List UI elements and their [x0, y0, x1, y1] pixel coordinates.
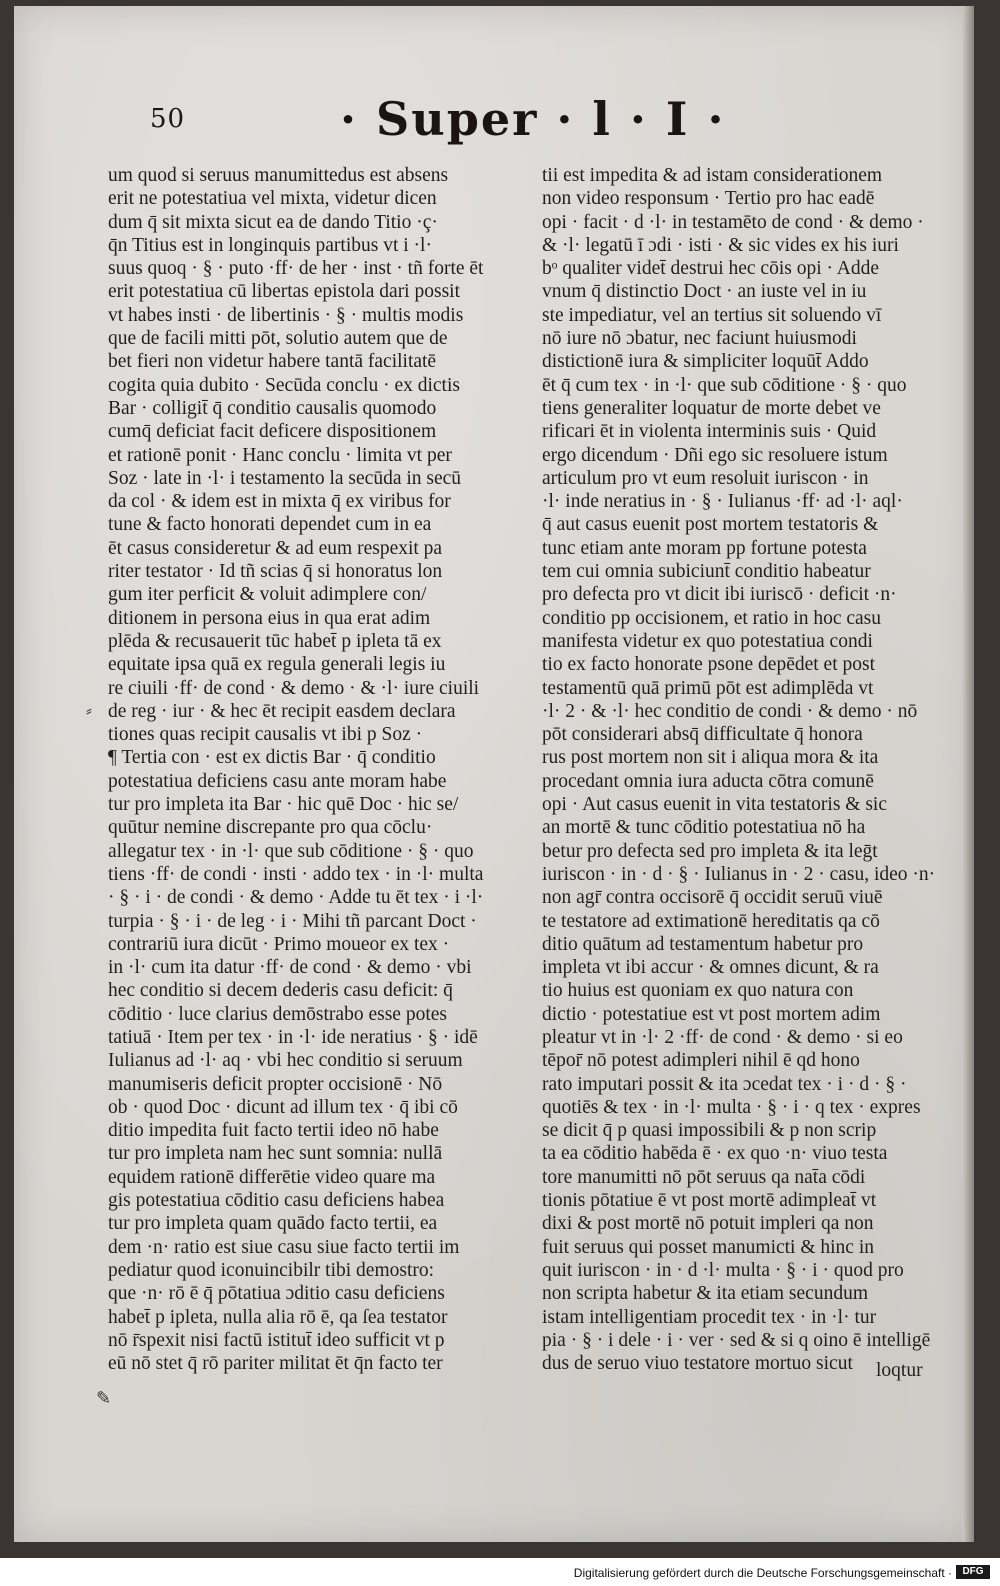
right-column-line: impleta vt ibi accur · & omnes dicunt, & ra: [542, 957, 879, 979]
left-column-line: tune & facto honorati dependet cum in ea: [108, 514, 432, 536]
left-column-line: turpia · § · i · de leg · i · Mihi tñ parcant Doct ·: [108, 910, 477, 932]
right-column-line: ergo dicendum · Dñi ego sic resoluere istum: [542, 444, 888, 466]
folio-number: 50: [150, 104, 186, 134]
left-column-line: ēt casus consideretur & ad eum respexit pa: [108, 537, 443, 559]
left-column-line: dem ·n· ratio est siue casu siue facto tertii im: [108, 1236, 460, 1258]
left-column-line: habet̄ p ipleta, nulla alia rō ē, qa ſea testator: [108, 1306, 448, 1328]
right-column-line: non scripta habetur & ita etiam secundum: [542, 1283, 868, 1305]
right-column-line: istam intelligentiam procedit tex · in ·l· tur: [542, 1306, 877, 1328]
left-column-line: da col · & idem est in mixta q̄ ex viribus for: [108, 491, 451, 513]
left-column-line: tur pro impleta nam hec sunt somnia: nullā: [108, 1143, 443, 1165]
right-column-line: pia · § · i dele · i · ver · sed & si q oino ē intelligē: [542, 1329, 931, 1351]
page-edge: [962, 6, 974, 1542]
right-column-line: conditio pp occisionem, et ratio in hoc casu: [542, 607, 881, 629]
left-column-line: gum iter perficit & voluit adimplere con/: [108, 584, 427, 606]
margin-mark: ⸗: [86, 700, 92, 721]
right-column-line: tii est impedita & ad istam considerationem: [542, 165, 883, 186]
left-column-line: ¶ Tertia con · est ex dictis Bar · q̄ conditio: [108, 747, 436, 769]
left-column-line: riter testator · Id tñ scias q̄ si honoratus lon: [108, 561, 443, 583]
left-column-line: eū nō stet q̄ rō pariter militat ēt q̄n facto ter: [108, 1353, 443, 1375]
right-column-line: betur pro defecta sed pro impleta & ita leḡt: [542, 840, 878, 862]
right-column-line: tio huius est quoniam ex quo natura con: [542, 980, 854, 1002]
left-column-line: cōditio · luce clarius demōstrabo esse potes: [108, 1003, 447, 1025]
right-column-line: articulum pro vt eum resoluit iuriscon · in: [542, 467, 869, 489]
running-head: · Super · l · I ·: [340, 92, 726, 146]
left-column-line: in ·l· cum ita datur ·ff· de cond · & demo · vbi: [108, 957, 472, 979]
left-column-line: q̄n Titius est in longinquis partibus vt i ·l·: [108, 234, 432, 256]
right-column-line: te testatore ad extimationē hereditatis qa cō: [542, 910, 880, 932]
right-column-line: nō iure nō ɔbatur, nec faciunt huiusmodi: [542, 328, 857, 350]
left-column-line: que de facili mitti pōt, solutio autem que de: [108, 328, 448, 350]
right-column-line: non agr̄ contra occisorē q̄ occidit seruū viuē: [542, 887, 883, 909]
left-column-line: tur pro impleta quam quādo facto tertii, ea: [108, 1213, 438, 1235]
left-column-line: potestatiua deficiens casu ante moram habe: [108, 770, 447, 792]
left-column-line: · § · i · de condi · & demo · Adde tu ēt tex · i ·l·: [108, 887, 484, 909]
right-column-line: tore manumitti nō pōt seruus qa nat̄a cōdi: [542, 1166, 866, 1188]
right-column-line: tem cui omnia subiciunt̄ conditio habeatur: [542, 561, 871, 583]
funding-credit: Digitalisierung gefördert durch die Deutsche Forschungsgemeinschaft ·: [573, 1566, 952, 1580]
right-column-line: ta ea cōditio habēda ē · ex quo ·n· viuo testa: [542, 1143, 888, 1165]
right-column-line: iuriscon · in · d · § · Iulianus in · 2 · casu, ideo ·n·: [542, 863, 936, 885]
right-column-line: bᵒ qualiter videt̄ destrui hec cōis opi · Adde: [542, 258, 880, 280]
left-column-line: erit ne potestatiua vel mixta, videtur dicen: [108, 188, 437, 210]
right-column-line: dus de seruo viuo testatore mortuo sicut: [542, 1353, 853, 1375]
right-column-line: ·l· 2 · & ·l· hec conditio de condi · & demo · nō: [542, 700, 918, 722]
right-column-line: q̄ aut casus euenit post mortem testatoris &: [542, 514, 879, 536]
right-column-line: tēpor̄ nō potest adimpleri nihil ē qd hono: [542, 1050, 860, 1072]
right-column-line: ·l· inde neratius in · § · Iulianus ·ff· ad ·l· aql·: [542, 491, 903, 513]
left-column-line: cogita quia dubito · Secūda conclu · ex dictis: [108, 374, 460, 396]
right-column-line: se dicit q̄ p quasi impossibili & p non scrip: [542, 1120, 877, 1142]
right-column-line: an mortē & tunc cōditio potestatiua nō ha: [542, 817, 866, 839]
left-column-line: tur pro impleta ita Bar · hic quē Doc · hic se/: [108, 794, 459, 816]
left-column-line: tiones quas recipit causalis vt ibi p Soz ·: [108, 724, 423, 746]
right-column-line: rus post mortem non sit i aliqua mora & ita: [542, 747, 879, 769]
right-column-line: dictio · potestatiue est vt post mortem adim: [542, 1003, 881, 1025]
right-column-line: rificari ēt in violenta interminis suis · Quid: [542, 421, 877, 443]
right-column-line: quotiēs & tex · in ·l· multa · § · i · q tex · expres: [542, 1096, 921, 1118]
right-column-line: testamentū quā primū pōt est adimplēda vt: [542, 677, 874, 699]
left-column-line: vt habes insti · de libertinis · § · multis modis: [108, 304, 464, 326]
left-column-line: Soz · late in ·l· i testamento la secūda in secū: [108, 467, 462, 489]
left-text-column: [108, 164, 528, 1375]
right-column-line: tionis pōtatiue ē vt post mortē adimpleat̄ vt: [542, 1190, 877, 1212]
right-column-line: pro defecta pro vt dicit ibi iuriscō · deficit ·n·: [542, 584, 897, 606]
left-column-line: equitate ipsa quā ex regula generali legis iu: [108, 654, 446, 676]
right-column-line: & ·l· legatū ī ɔdi · isti · & sic vides ex his iuri: [542, 234, 899, 256]
left-column-line: contrariū iura dicūt · Primo moueor ex tex ·: [108, 933, 450, 955]
right-column-line: non video responsum · Tertio pro hac eadē: [542, 188, 875, 210]
left-column-line: manumiseris deficit propter occisionē · Nō: [108, 1073, 443, 1095]
left-column-line: nō r̄spexit nisi factū istitut̄ ideo sufficit vt p: [108, 1329, 445, 1351]
right-column-line: tio ex facto honorate psone depēdet et post: [542, 654, 876, 676]
left-column-line: et rationē ponit · Hanc conclu · limita vt per: [108, 444, 452, 466]
right-column-line: opi · facit · d ·l· in testamēto de cond · & demo ·: [542, 211, 924, 233]
right-column-line: procedant omnia iura aducta cōtra comunē: [542, 770, 874, 792]
left-column-line: Bar · colligit̄ q̄ conditio causalis quomodo: [108, 397, 437, 419]
right-column-line: fuit seruus qui posset manumicti & hinc in: [542, 1236, 875, 1258]
left-column-line: ditio impedita fuit facto tertii ideo nō habe: [108, 1120, 439, 1142]
right-column-line: vnum q̄ distinctio Doct · an iuste vel in iu: [542, 281, 867, 303]
left-column-line: bet fieri non videtur habere tantā facilitatē: [108, 351, 437, 373]
left-column-line: tatiuā · Item per tex · in ·l· ide neratius · § · idē: [108, 1026, 478, 1048]
left-column-line: hec conditio si decem dederis casu deficit: q̄: [108, 980, 453, 1002]
right-column-line: tunc etiam ante moram pp fortune potesta: [542, 537, 867, 559]
left-column-line: ditionem in persona eius in qua erat adim: [108, 607, 431, 629]
right-column-line: dixi & post mortē nō potuit impleri qa non: [542, 1213, 874, 1235]
left-column-line: cumq̄ deficiat facit deficere dispositionem: [108, 421, 437, 443]
right-column-line: opi · Aut casus euenit in vita testatoris & sic: [542, 794, 887, 816]
right-column-line: quit iuriscon · in · d ·l· multa · § · i · quod pro: [542, 1259, 904, 1281]
left-column-line: um quod si seruus manumittedus est absens: [108, 165, 449, 186]
left-column-line: quūtur nemine discrepante pro qua cōclu·: [108, 817, 433, 839]
right-column-line: tiens generaliter loquatur de morte debet ve: [542, 397, 881, 419]
right-text-column: [542, 164, 962, 1375]
catchword: loqtur: [876, 1360, 923, 1381]
right-column-line: rato imputari possit & ita ɔcedat tex · i · d · § ·: [542, 1073, 907, 1095]
footer-bar: [0, 1558, 1000, 1586]
left-column-line: gis potestatiua cōditio casu deficiens habea: [108, 1190, 445, 1212]
left-column-line: Iulianus ad ·l· aq · vbi hec conditio si seruum: [108, 1050, 463, 1072]
right-column-line: ēt q̄ cum tex · in ·l· que sub cōditione · § · quo: [542, 374, 907, 396]
left-column-line: pediatur quod iconuincibilr tibi demostro:: [108, 1259, 435, 1281]
left-column-line: plēda & recusauerit tūc habet̄ p ipleta tā ex: [108, 630, 442, 652]
right-column-line: ditio quātum ad testamentum habetur pro: [542, 933, 864, 955]
left-column-line: dum q̄ sit mixta sicut ea de dando Titio ·ç·: [108, 211, 438, 233]
left-column-line: de reg · iur · & hec ēt recipit easdem declara: [108, 700, 456, 722]
right-column-line: pōt considerari absq̄ difficultate q̄ honora: [542, 724, 863, 746]
margin-mark: ✎: [96, 1388, 112, 1409]
dfg-logo: DFG: [956, 1565, 990, 1579]
left-column-line: ob · quod Doc · dicunt ad illum tex · q̄ ibi cō: [108, 1096, 458, 1118]
left-column-line: que ·n· rō ē q̄ pōtatiua ɔditio casu deficiens: [108, 1283, 445, 1305]
left-column-line: equidem rationē differētie video quare ma: [108, 1166, 436, 1188]
left-column-line: tiens ·ff· de condi · insti · addo tex · in ·l· multa: [108, 863, 484, 885]
left-column-line: allegatur tex · in ·l· que sub cōditione · § · quo: [108, 840, 474, 862]
right-column-line: manifesta videtur ex quo potestatiua condi: [542, 630, 873, 652]
left-column-line: suus quoq · § · puto ·ff· de her · inst · tñ forte ēt: [108, 258, 484, 280]
right-column-line: ste impediatur, vel an tertius sit soluendo vī: [542, 304, 882, 326]
right-column-line: pleatur vt in ·l· 2 ·ff· de cond · & demo · si eo: [542, 1026, 903, 1048]
left-column-line: re ciuili ·ff· de cond · & demo · & ·l· iure ciuili: [108, 677, 480, 699]
right-column-line: distictionē iura & simpliciter loquūt̄ Addo: [542, 351, 869, 373]
left-column-line: erit potestatiua cū libertas epistola dari possit: [108, 281, 460, 303]
